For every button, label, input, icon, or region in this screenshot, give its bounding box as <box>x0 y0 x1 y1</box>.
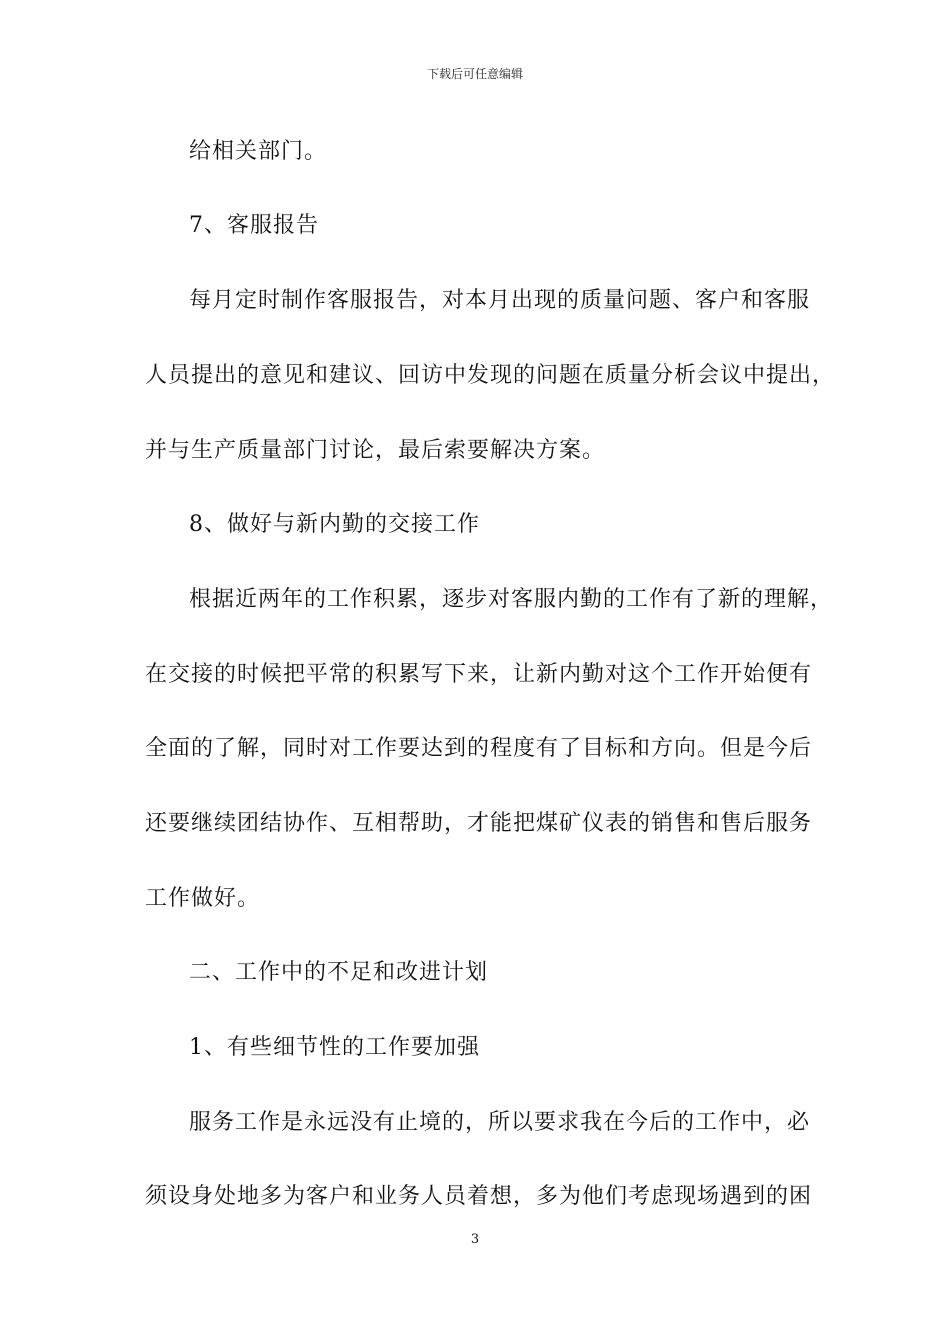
paragraph-line: 并与生产质量部门讨论，最后索要解决方案。 <box>145 438 606 463</box>
page-number: 3 <box>470 1232 480 1247</box>
paragraph-line: 人员提出的意见和建议、回访中发现的问题在质量分析会议中提出， <box>145 363 836 388</box>
section-heading: 二、工作中的不足和改进计划 <box>189 960 489 985</box>
section-heading: 7、客服报告 <box>189 213 319 238</box>
page-header: 下载后可任意编辑 <box>426 67 523 81</box>
paragraph-line: 还要继续团结协作、互相帮助，才能把煤矿仪表的销售和售后服务 <box>145 811 813 836</box>
paragraph-line: 全面的了解，同时对工作要达到的程度有了目标和方向。但是今后 <box>145 736 813 761</box>
section-heading: 8、做好与新内勤的交接工作 <box>189 512 480 537</box>
paragraph-line: 工作做好。 <box>145 886 261 911</box>
paragraph-line: 须设身处地多为客户和业务人员着想，多为他们考虑现场遇到的困 <box>145 1184 813 1209</box>
paragraph-line: 根据近两年的工作积累，逐步对客服内勤的工作有了新的理解， <box>189 587 834 612</box>
paragraph-line: 服务工作是永远没有止境的，所以要求我在今后的工作中，必 <box>189 1110 811 1135</box>
paragraph-line: 每月定时制作客服报告，对本月出现的质量问题、客户和客服 <box>189 288 811 313</box>
paragraph-line: 给相关部门。 <box>189 139 328 164</box>
section-heading: 1、有些细节性的工作要加强 <box>189 1035 480 1060</box>
paragraph-line: 在交接的时候把平常的积累写下来，让新内勤对这个工作开始便有 <box>145 662 813 687</box>
